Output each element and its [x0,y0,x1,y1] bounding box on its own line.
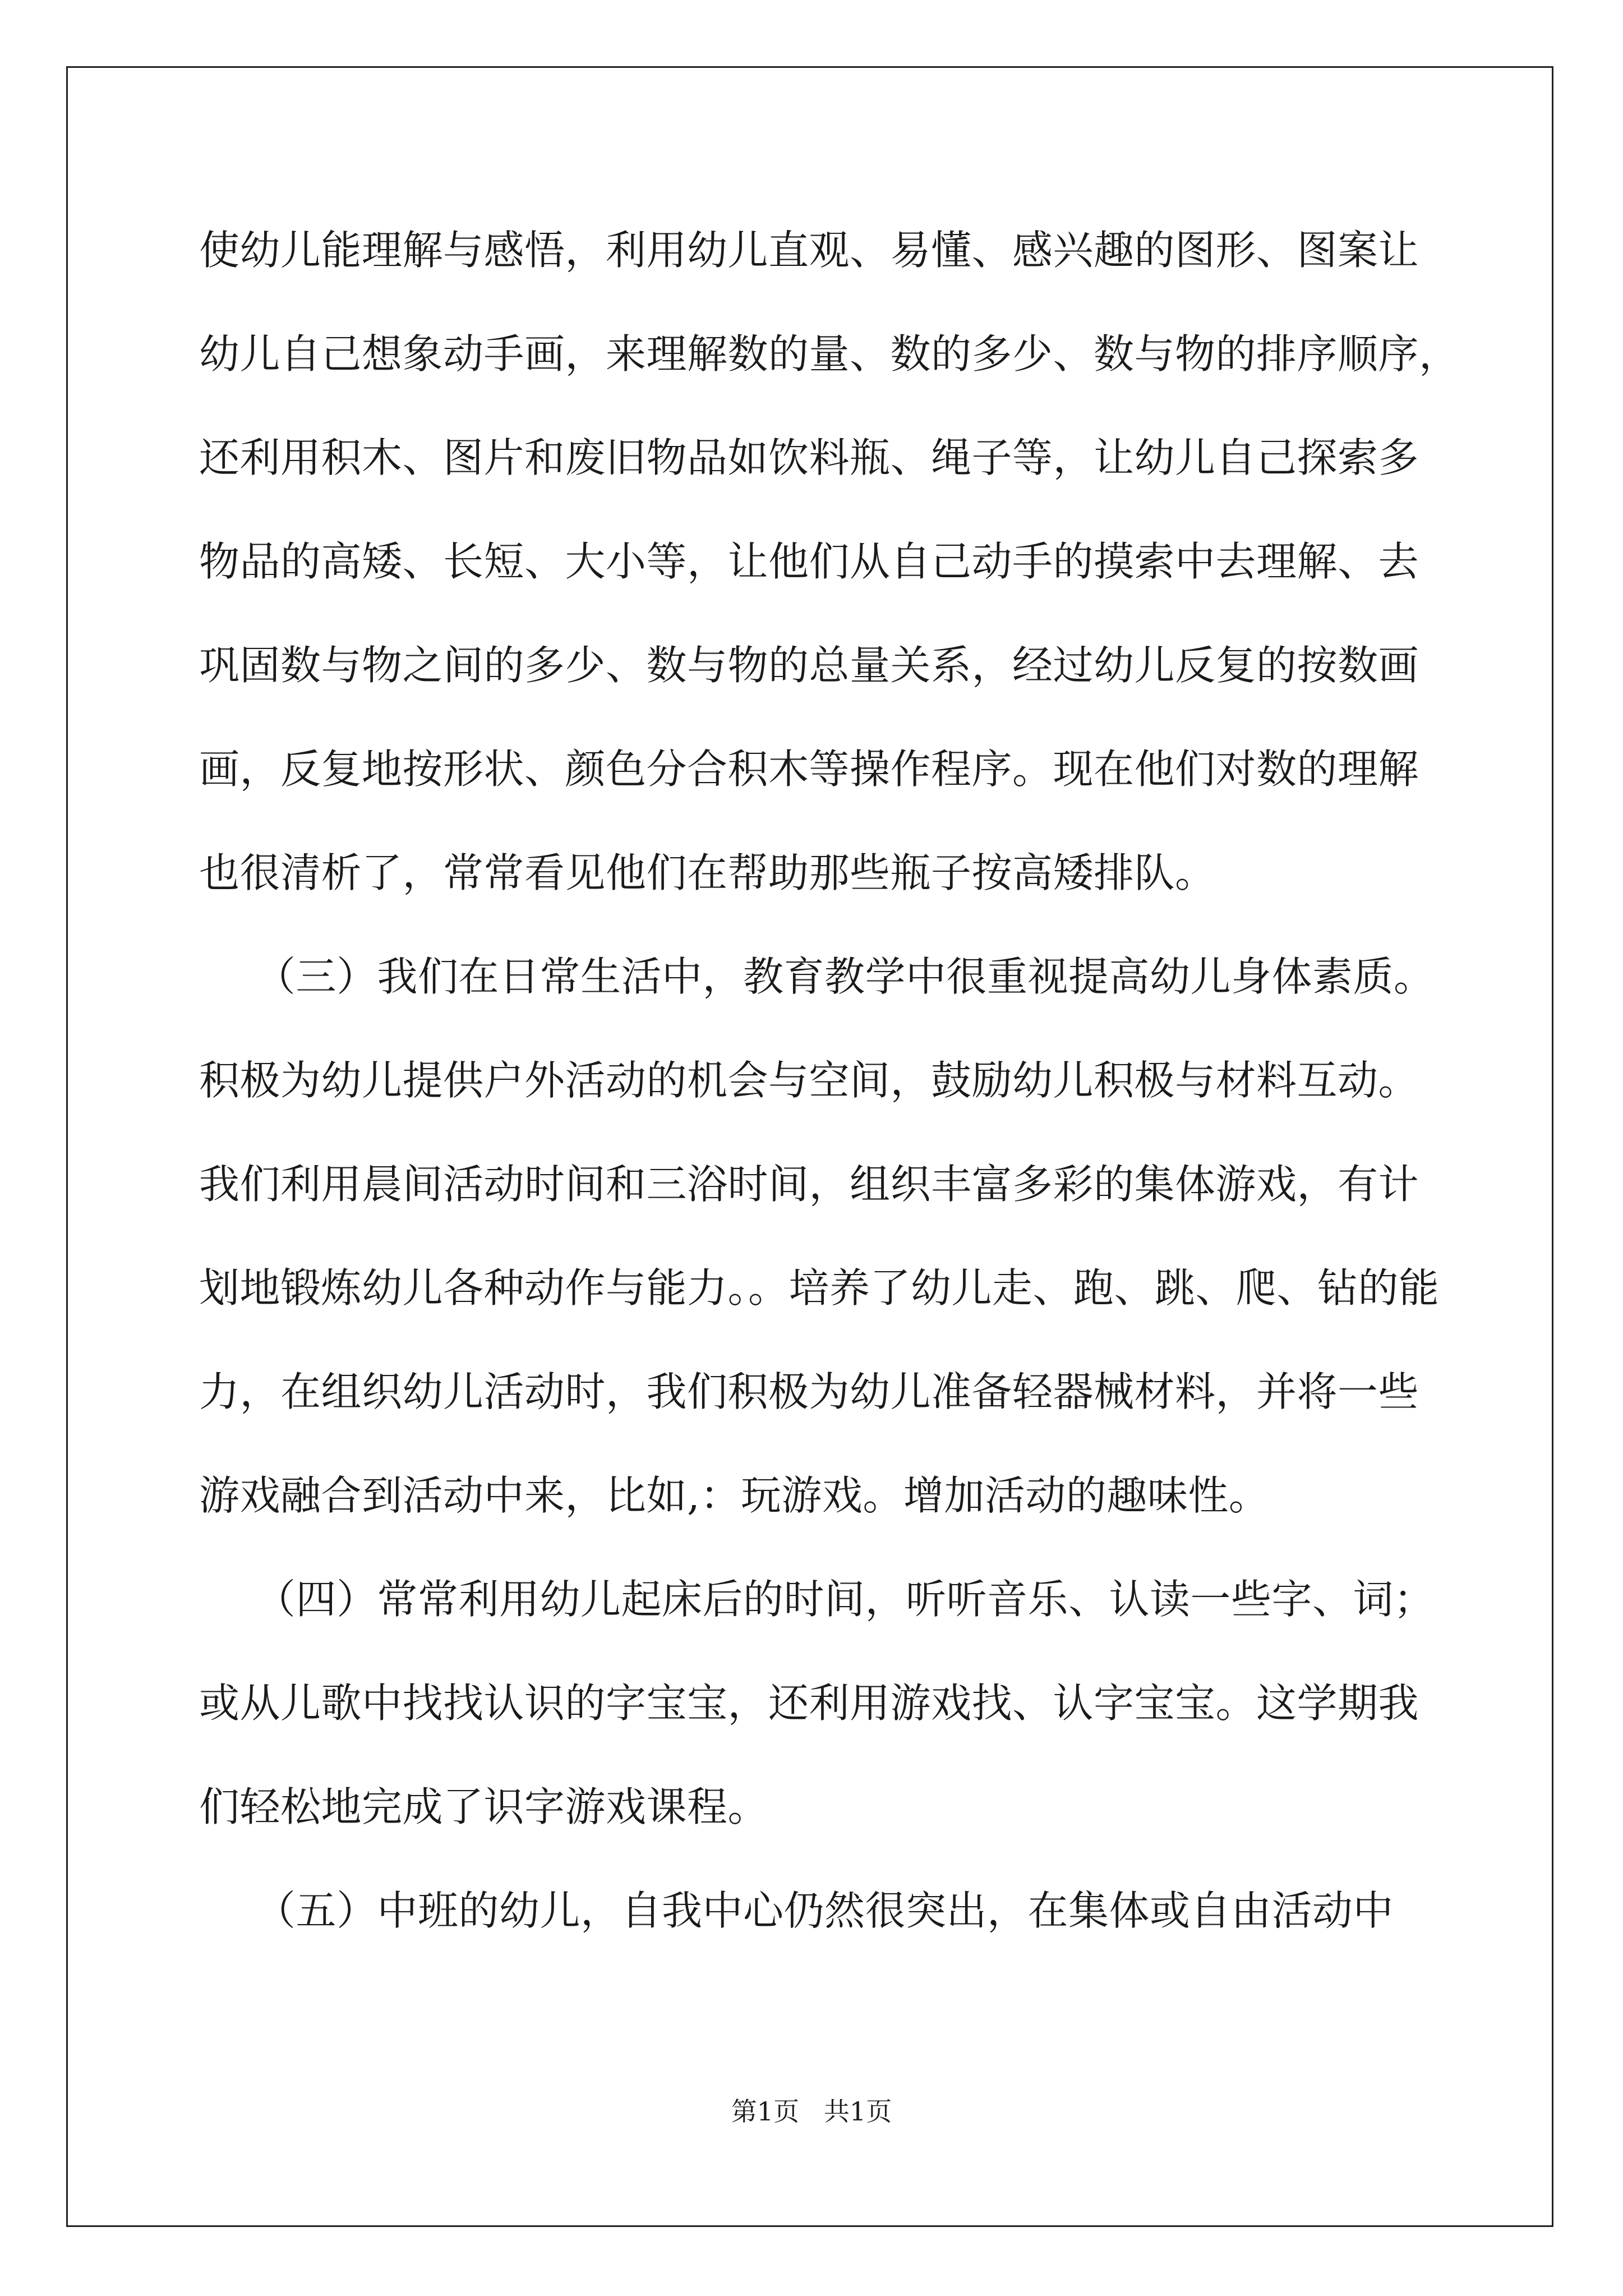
body-line-3: 还利用积木、图片和废旧物品如饮料瓶、绳子等，让幼儿自己探索多 [199,434,1419,481]
body-line-14: （四）常常利用幼儿起床后的时间，听听音乐、认读一些字、词； [255,1576,1435,1623]
body-line-15: 或从儿歌中找找认识的字宝宝，还利用游戏找、认字宝宝。这学期我 [199,1680,1419,1727]
body-line-1: 使幼儿能理解与感悟，利用幼儿直观、易懂、感兴趣的图形、图案让 [199,227,1419,274]
body-line-4: 物品的高矮、长短、大小等，让他们从自己动手的摸索中去理解、去 [199,538,1419,585]
body-line-11: 划地锻炼幼儿各种动作与能力。。培养了幼儿走、跑、跳、爬、钻的能 [199,1264,1440,1312]
body-line-10: 我们利用晨间活动时间和三浴时间，组织丰富多彩的集体游戏，有计 [199,1161,1419,1208]
body-line-17: （五）中班的幼儿，自我中心仍然很突出，在集体或自由活动中 [255,1887,1394,1934]
body-line-8: （三）我们在日常生活中，教育教学中很重视提高幼儿身体素质。 [255,953,1435,1000]
body-line-5: 巩固数与物之间的多少、数与物的总量关系，经过幼儿反复的按数画 [199,642,1419,689]
body-line-12: 力，在组织幼儿活动时，我们积极为幼儿准备轻器械材料，并将一些 [199,1368,1419,1415]
body-line-13: 游戏融合到活动中来，比如,：玩游戏。增加活动的趣味性。 [199,1472,1270,1519]
page-footer: 第1页 共1页 [731,2096,892,2127]
body-line-7: 也很清析了，常常看见他们在帮助那些瓶子按高矮排队。 [199,849,1216,896]
body-line-16: 们轻松地完成了识字游戏课程。 [199,1783,769,1830]
body-line-2: 幼儿自己想象动手画，来理解数的量、数的多少、数与物的排序顺序， [199,330,1460,378]
body-line-9: 积极为幼儿提供户外活动的机会与空间，鼓励幼儿积极与材料互动。 [199,1057,1419,1104]
body-line-6: 画，反复地按形状、颜色分合积木等操作程序。现在他们对数的理解 [199,746,1419,793]
